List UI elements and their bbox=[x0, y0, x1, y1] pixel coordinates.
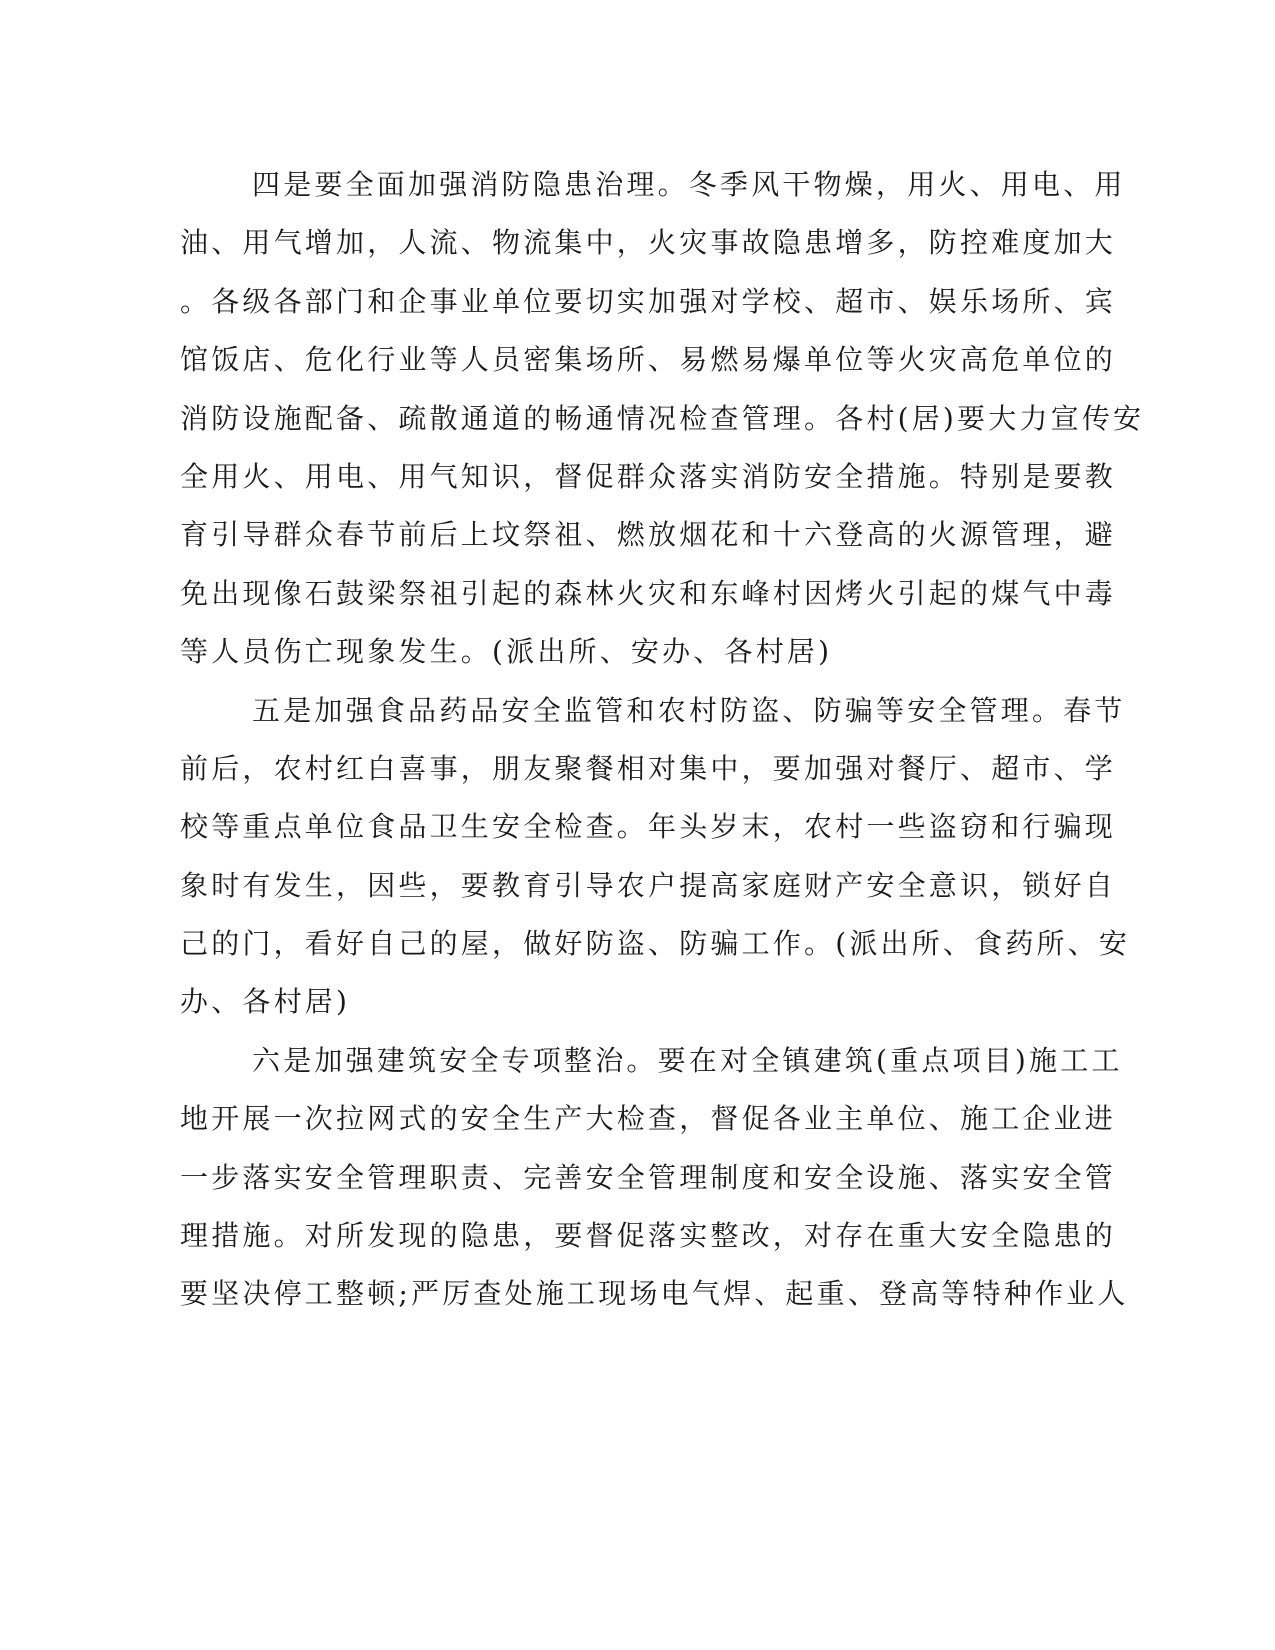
text-line: 馆饭店、危化行业等人员密集场所、易燃易爆单位等火灾高危单位的 bbox=[180, 343, 1117, 377]
text-line: 要坚决停工整顿;严厉查处施工现场电气焊、起重、登高等特种作业人 bbox=[180, 1277, 1129, 1311]
text-line: 地开展一次拉网式的安全生产大检查，督促各业主单位、施工企业进 bbox=[180, 1102, 1117, 1136]
text-line: 己的门，看好自己的屋，做好防盗、防骗工作。(派出所、食药所、安 bbox=[180, 927, 1131, 961]
text-line: 五是加强食品药品安全监管和农村防盗、防骗等安全管理。春节 bbox=[252, 693, 1126, 727]
text-line: 消防设施配备、疏散通道的畅通情况检查管理。各村(居)要大力宣传安 bbox=[180, 401, 1145, 435]
text-line: 。各级各部门和企事业单位要切实加强对学校、超市、娱乐场所、宾 bbox=[180, 284, 1117, 318]
text-line: 一步落实安全管理职责、完善安全管理制度和安全设施、落实安全管 bbox=[180, 1160, 1117, 1194]
text-line: 油、用气增加，人流、物流集中，火灾事故隐患增多，防控难度加大 bbox=[180, 226, 1117, 260]
text-line: 校等重点单位食品卫生安全检查。年头岁末，农村一些盗窃和行骗现 bbox=[180, 810, 1117, 844]
text-line: 四是要全面加强消防隐患治理。冬季风干物燥，用火、用电、用 bbox=[252, 168, 1126, 201]
text-line: 全用火、用电、用气知识，督促群众落实消防安全措施。特别是要教 bbox=[180, 459, 1117, 493]
text-line: 理措施。对所发现的隐患，要督促落实整改，对存在重大安全隐患的 bbox=[180, 1219, 1117, 1253]
text-line: 等人员伤亡现象发生。(派出所、安办、各村居) bbox=[180, 635, 833, 669]
body-text bbox=[180, 156, 1145, 1324]
text-line: 前后，农村红白喜事，朋友聚餐相对集中，要加强对餐厅、超市、学 bbox=[180, 751, 1117, 785]
text-line: 育引导群众春节前后上坟祭祖、燃放烟花和十六登高的火源管理，避 bbox=[180, 518, 1117, 552]
text-line: 办、各村居) bbox=[180, 985, 351, 1019]
text-line: 六是加强建筑安全专项整治。要在对全镇建筑(重点项目)施工工 bbox=[252, 1043, 1123, 1077]
text-line: 象时有发生，因些，要教育引导农户提高家庭财产安全意识，锁好自 bbox=[180, 868, 1117, 902]
text-line: 免出现像石鼓梁祭祖引起的森林火灾和东峰村因烤火引起的煤气中毒 bbox=[180, 576, 1117, 610]
